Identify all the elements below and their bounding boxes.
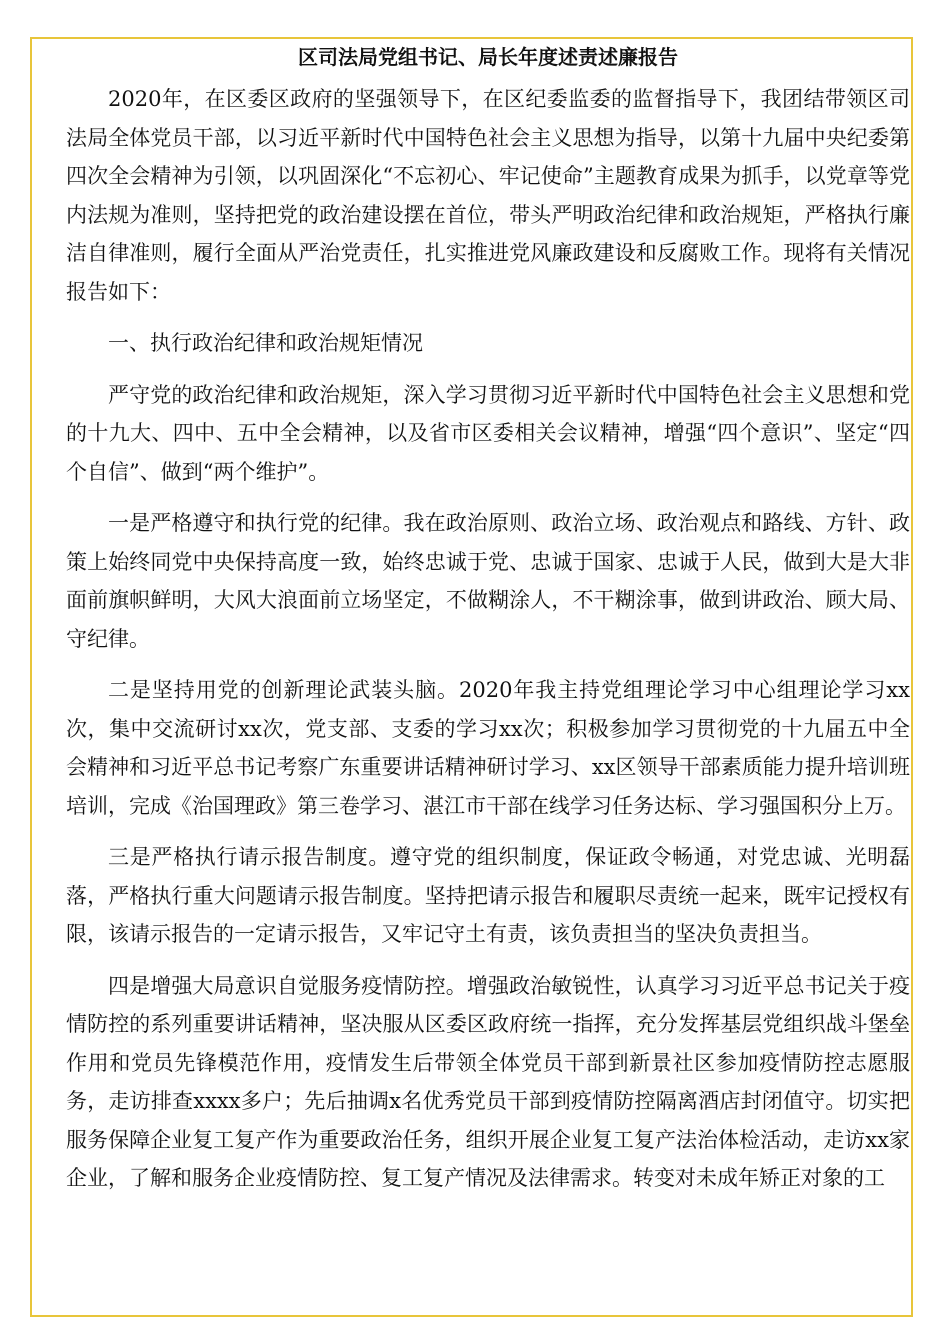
section-heading-1: 一、执行政治纪律和政治规矩情况: [108, 331, 423, 355]
point-2-paragraph: 二是坚持用党的创新理论武装头脑。2020年我主持党组理论学习中心组理论学习xx次，集中交流研讨xx次，党支部、支委的学习xx次；积极参加学习贯彻党的十九届五中全会精神和习近平总书记考察广东重要讲话精神研讨学习、xx区领导干部素质能力提升培训班培训，完成《治国理政》第三卷学习、湛江市干部在线学习任务达标、学习强国积分上万。: [66, 678, 910, 818]
point-4-paragraph: 四是增强大局意识自觉服务疫情防控。增强政治敏锐性，认真学习习近平总书记关于疫情防控的系列重要讲话精神，坚决服从区委区政府统一指挥，充分发挥基层党组织战斗堡垒作用和党员先锋模范作用，疫情发生后带领全体党员干部到新景社区参加疫情防控志愿服务，走访排查xxxx多户；先后抽调x名优秀党员干部到疫情防控隔离酒店封闭值守。切实把服务保障企业复工复产作为重要政治任务，组织开展企业复工复产法治体检活动，走访xx家企业，了解和服务企业疫情防控、复工复产情况及法律需求。转变对未成年矫正对象的工: [66, 973, 910, 1190]
document-title: 区司法局党组书记、局长年度述责述廉报告: [298, 45, 678, 69]
intro-paragraph: 2020年，在区委区政府的坚强领导下，在区纪委监委的监督指导下，我团结带领区司法局全体党员干部，以习近平新时代中国特色社会主义思想为指导，以第十九届中央纪委第四次全会精神为引领，以巩固深化“不忘初心、牢记使命”主题教育成果为抓手，以党章等党内法规为准则，坚持把党的政治建设摆在首位，带头严明政治纪律和政治规矩，严格执行廉洁自律准则，履行全面从严治党责任，扎实推进党风廉政建设和反腐败工作。现将有关情况报告如下：: [66, 87, 910, 304]
document-body: [66, 40, 910, 1211]
point-3-paragraph: 三是严格执行请示报告制度。遵守党的组织制度，保证政令畅通，对党忠诚、光明磊落，严格执行重大问题请示报告制度。坚持把请示报告和履职尽责统一起来，既牢记授权有限，该请示报告的一定请示报告，又牢记守土有责，该负责担当的坚决负责担当。: [66, 845, 910, 946]
point-1-paragraph: 一是严格遵守和执行党的纪律。我在政治原则、政治立场、政治观点和路线、方针、政策上始终同党中央保持高度一致，始终忠诚于党、忠诚于国家、忠诚于人民，做到大是大非面前旗帜鲜明，大风大浪面前立场坚定，不做糊涂人，不干糊涂事，做到讲政治、顾大局、守纪律。: [66, 511, 910, 651]
section-1-summary-paragraph: 严守党的政治纪律和政治规矩，深入学习贯彻习近平新时代中国特色社会主义思想和党的十九大、四中、五中全会精神，以及省市区委相关会议精神，增强“四个意识”、坚定“四个自信”、做到“两个维护”。: [66, 382, 910, 484]
